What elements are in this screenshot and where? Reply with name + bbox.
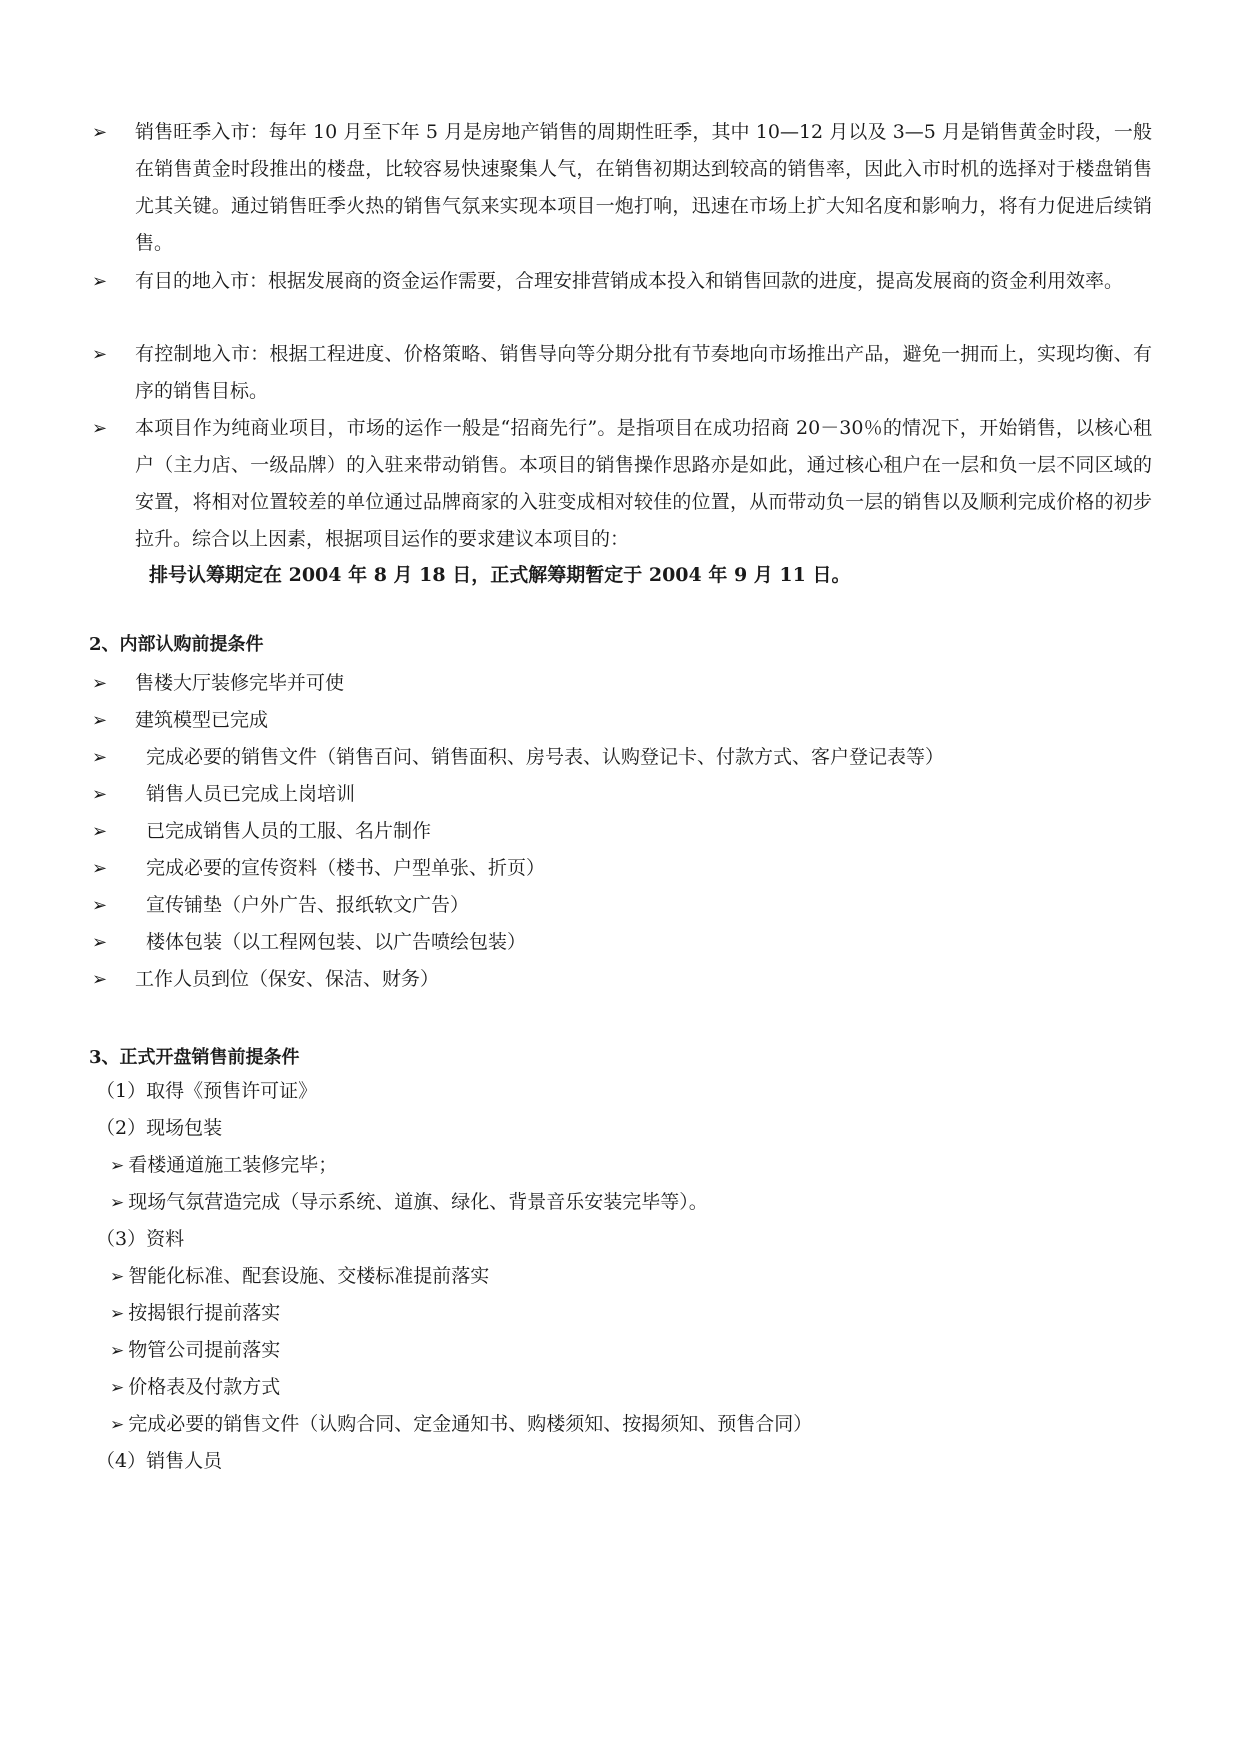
- bullet-arrow-icon: ➢: [92, 969, 108, 990]
- sub-list-item-text: 现场气氛营造完成（导示系统、道旗、绿化、背景音乐安装完毕等）。: [128, 1191, 708, 1213]
- list-item-text: 宣传铺垫（户外广告、报纸软文广告）: [146, 894, 470, 916]
- intro-bullet-text: 有目的地入市：根据发展商的资金运作需要，合理安排营销成本投入和销售回款的进度，提高发展商的资金利用效率。: [135, 270, 1124, 292]
- intro-bullet: [92, 410, 1152, 558]
- intro-bullet-text: 销售旺季入市：每年 10 月至下年 5 月是房地产销售的周期性旺季，其中 10—12 月以及 3—5 月是销售黄金时段，一般在销售黄金时段推出的楼盘，比较容易快速聚集人气，在销售初期达到较高的销售率，因此入市时机的选择对于楼盘销售尤其关键。通过销售旺季火热的销售气氛来实现本项目一炮打响，迅速在市场上扩大知名度和影响力，将有力促进后续销售。: [135, 121, 1152, 254]
- list-item-text: 完成必要的销售文件（销售百问、销售面积、房号表、认购登记卡、付款方式、客户登记表等）: [146, 746, 945, 768]
- subsection-4-title: （4）销售人员: [96, 1450, 223, 1472]
- subsection-2-title: （2）现场包装: [96, 1117, 223, 1139]
- list-item: [92, 779, 356, 810]
- intro-bullet: [92, 114, 1152, 262]
- sub-list-item-text: 物管公司提前落实: [128, 1339, 281, 1361]
- list-item: [92, 742, 945, 773]
- bullet-arrow-icon: ➢: [92, 895, 108, 916]
- list-item: [92, 853, 546, 884]
- sub-list-item-text: 价格表及付款方式: [128, 1376, 281, 1398]
- list-item-text: 建筑模型已完成: [135, 709, 269, 731]
- bullet-arrow-icon: ➢: [92, 122, 108, 143]
- list-item-text: 售楼大厅装修完毕并可使: [135, 672, 345, 694]
- bullet-arrow-icon: ➢: [110, 1341, 125, 1361]
- intro-bullet: [92, 263, 1152, 300]
- list-item: [92, 668, 345, 699]
- bullet-arrow-icon: ➢: [92, 710, 108, 731]
- sub-list-item: [110, 1298, 280, 1329]
- sub-list-item-text: 完成必要的销售文件（认购合同、定金通知书、购楼须知、按揭须知、预售合同）: [128, 1413, 813, 1435]
- sub-list-item-text: 智能化标准、配套设施、交楼标准提前落实: [128, 1265, 490, 1287]
- section-2-title: 2、内部认购前提条件: [89, 634, 264, 655]
- bullet-arrow-icon: ➢: [92, 673, 108, 694]
- bullet-arrow-icon: ➢: [92, 932, 108, 953]
- sub-list-item: [110, 1187, 708, 1218]
- bullet-arrow-icon: ➢: [92, 858, 108, 879]
- bullet-arrow-icon: ➢: [110, 1193, 125, 1213]
- list-item: [92, 927, 527, 958]
- list-item-text: 工作人员到位（保安、保洁、财务）: [135, 968, 440, 990]
- sub-list-item-text: 按揭银行提前落实: [128, 1302, 281, 1324]
- bullet-arrow-icon: ➢: [110, 1267, 125, 1287]
- bullet-arrow-icon: ➢: [92, 821, 108, 842]
- list-item: [92, 964, 440, 995]
- list-item-text: 已完成销售人员的工服、名片制作: [146, 820, 432, 842]
- subsection-3-title: （3）资料: [96, 1228, 185, 1250]
- intro-bullet: [92, 336, 1152, 410]
- list-item-text: 销售人员已完成上岗培训: [146, 783, 356, 805]
- sub-list-item-text: 看楼通道施工装修完毕；: [128, 1154, 338, 1176]
- list-item: [92, 705, 269, 736]
- sub-list-item: [110, 1261, 489, 1292]
- intro-bullet-text: 有控制地入市：根据工程进度、价格策略、销售导向等分期分批有节奏地向市场推出产品，避免一拥而上，实现均衡、有序的销售目标。: [135, 343, 1152, 402]
- bullet-arrow-icon: ➢: [92, 784, 108, 805]
- bullet-arrow-icon: ➢: [92, 418, 108, 439]
- section-3-title: 3、正式开盘销售前提条件: [89, 1047, 300, 1068]
- sub-list-item: [110, 1150, 337, 1181]
- bullet-arrow-icon: ➢: [110, 1156, 125, 1176]
- bullet-arrow-icon: ➢: [92, 747, 108, 768]
- list-item: [92, 890, 470, 921]
- sub-list-item: [110, 1335, 280, 1366]
- conclusion-text: 排号认筹期定在 2004 年 8 月 18 日，正式解筹期暂定于 2004 年 9 月 11 日。: [149, 564, 851, 586]
- intro-bullet-text: 本项目作为纯商业项目，市场的运作一般是“招商先行”。是指项目在成功招商 20－30％的情况下，开始销售，以核心租户（主力店、一级品牌）的入驻来带动销售。本项目的销售操作思路亦是如此，通过核心租户在一层和负一层不同区域的安置，将相对位置较差的单位通过品牌商家的入驻变成相对较佳的位置，从而带动负一层的销售以及顺利完成价格的初步拉升。综合以上因素，根据项目运作的要求建议本项目的：: [135, 417, 1152, 550]
- sub-list-item: [110, 1372, 280, 1403]
- list-item-text: 完成必要的宣传资料（楼书、户型单张、折页）: [146, 857, 546, 879]
- bullet-arrow-icon: ➢: [92, 271, 108, 292]
- sub-list-item: [110, 1409, 812, 1440]
- list-item-text: 楼体包装（以工程网包装、以广告喷绘包装）: [146, 931, 527, 953]
- bullet-arrow-icon: ➢: [110, 1378, 125, 1398]
- bullet-arrow-icon: ➢: [92, 344, 108, 365]
- bullet-arrow-icon: ➢: [110, 1415, 125, 1435]
- subsection-1-title: （1）取得《预售许可证》: [96, 1080, 318, 1102]
- bullet-arrow-icon: ➢: [110, 1304, 125, 1324]
- list-item: [92, 816, 432, 847]
